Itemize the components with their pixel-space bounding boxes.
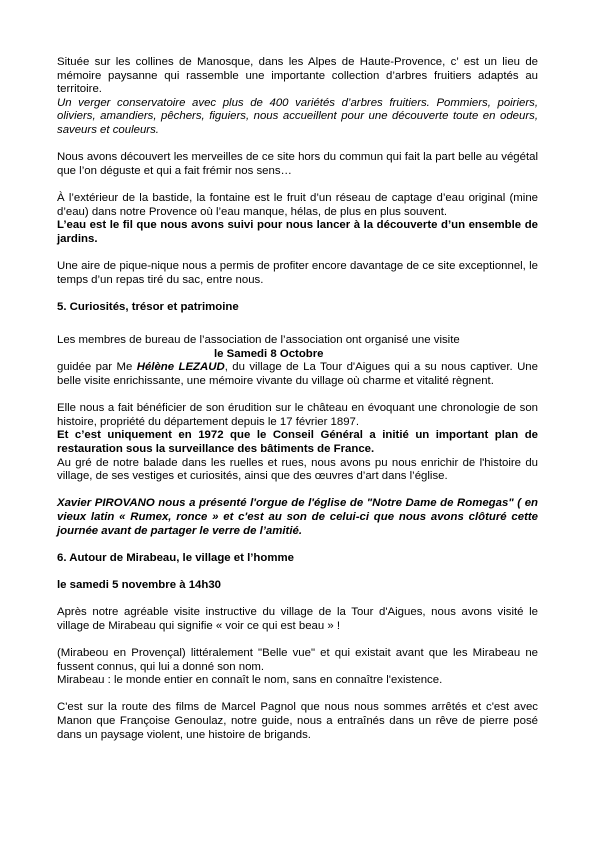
paragraph-mirabeou: (Mirabeou en Provençal) littéralement "Belle vue" et qui existait avant que les Mirabeau ne fussent connus, qui lui a donné son nom. [57, 646, 538, 673]
paragraph-verger: Un verger conservatoire avec plus de 400 variétés d’arbres fruitiers. Pommiers, poiriers, oliviers, amandiers, pêchers, figuiers, nous accueillent pour une découverte toute en odeurs, saveurs et couleurs. [57, 96, 538, 136]
guide-text-before: guidée par Me [57, 361, 137, 374]
visit-date-octobre: le Samedi 8 Octobre [214, 347, 324, 360]
paragraph-chateau: Elle nous a fait bénéficier de son érudition sur le château en évoquant une chronologie de son histoire, propriété du département depuis le 17 février 1897. [57, 402, 538, 428]
paragraph-orgue: Xavier PIROVANO nous a présenté l'orgue de l'église de "Notre Dame de Romegas" ( en vieux latin « Rumex, ronce » et c'est au son de celui-ci que nous avons clôturé cette journée avant de partager le verre de l’amitié. [57, 497, 538, 537]
paragraph-eau-fil: L’eau est le fil que nous avons suivi pour nous lancer à la découverte d’un ensemble de jardins. [57, 219, 538, 245]
paragraph-decouverte: Nous avons découvert les merveilles de ce site hors du commun qui fait la part belle au végétal que l’on déguste et qui a fait frémir nos sens… [57, 151, 538, 177]
paragraph-pagnol: C'est sur la route des films de Marcel Pagnol que nous nous sommes arrêtés et c'est avec Manon que Françoise Genoulaz, notre guide, nous a entraînés dans un rêve de pierre posé dans un paysage violent, une histoire de brigands. [57, 701, 538, 741]
paragraph-bureau: Les membres de bureau de l’association de l’association ont organisé une visite [57, 334, 460, 347]
section-heading-6: 6. Autour de Mirabeau, le village et l’homme [57, 551, 294, 564]
paragraph-guide [57, 361, 538, 388]
paragraph-mirabeau-visite: Après notre agréable visite instructive du village de la Tour d'Aigues, nous avons visité le village de Mirabeau qui signifie « voir ce qui est beau » ! [57, 606, 538, 632]
guide-name: Hélène LEZAUD [136, 361, 225, 374]
section-heading-5: 5. Curiosités, trésor et patrimoine [57, 300, 239, 313]
paragraph-manosque: Située sur les collines de Manosque, dans les Alpes de Haute-Provence, c’ est un lieu de mémoire paysanne qui rassemble une importante collection d’arbres fruitiers adaptés au territoire. [57, 56, 538, 96]
paragraph-fontaine: À l’extérieur de la bastide, la fontaine est le fruit d’un réseau de captage d’eau original (mine d’eau) dans notre Provence où l’eau manque, hélas, de plus en plus souvent. [57, 191, 538, 218]
guide-text-after: , du village de La Tour d'Aigues qui a su nous captiver. Une belle visite enrichissante, une mémoire vivante du village où charme et vitalité règnent. [57, 361, 538, 388]
paragraph-pique-nique: Une aire de pique-nique nous a permis de profiter encore davantage de ce site exceptionnel, le temps d’un repas tiré du sac, entre nous. [57, 259, 538, 286]
document-page [57, 56, 538, 742]
paragraph-balade: Au gré de notre balade dans les ruelles et rues, nous avons pu nous enrichir de l'histoire du village, de ses vestiges et curiosités, ainsi que des œuvres d’art dans l’église. [57, 456, 538, 483]
paragraph-restauration: Et c’est uniquement en 1972 que le Conseil Général a initié un important plan de restauration sous la surveillance des bâtiments de France. [57, 429, 538, 456]
visit-date-novembre: le samedi 5 novembre à 14h30 [57, 578, 221, 591]
paragraph-mirabeau-nom: Mirabeau : le monde entier en connaît le nom, sans en connaître l'existence. [57, 674, 443, 687]
